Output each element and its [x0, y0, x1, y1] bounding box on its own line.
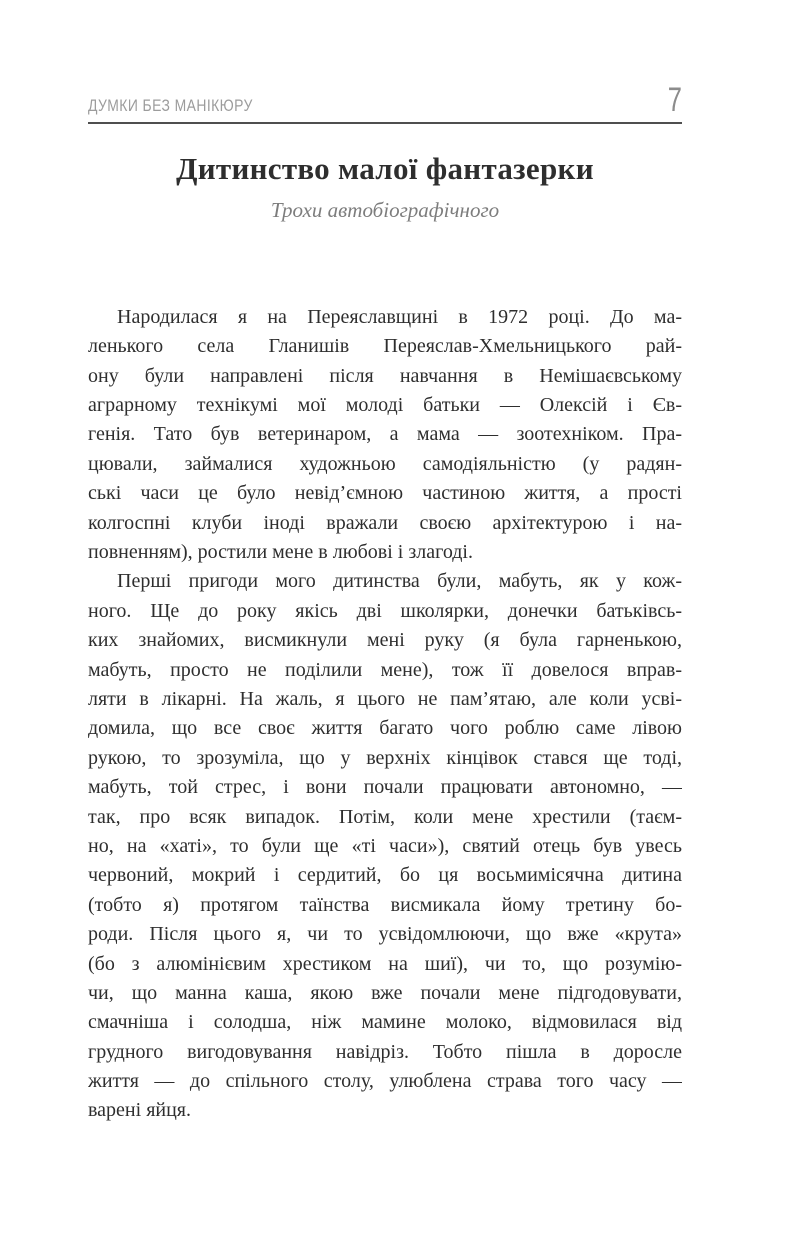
- text-line: мабуть, той стрес, і вони почали працювати автономно, —: [88, 776, 682, 799]
- text-line: так, про всяк випадок. Потім, коли мене хрестили (таєм-: [88, 805, 682, 828]
- text-line: ленького села Гланишів Переяслав-Хмельницького рай-: [88, 335, 682, 358]
- page-number: 7: [667, 81, 682, 119]
- page-header: [88, 81, 682, 119]
- running-title: ДУМКИ БЕЗ МАНІКЮРУ: [88, 95, 253, 115]
- text-line: грудного вигодовування навідріз. Тобто пішла в доросле: [88, 1040, 682, 1063]
- text-line: життя — до спільного столу, улюблена страва того часу —: [88, 1070, 682, 1093]
- text-line: смачніша і солодша, ніж мамине молоко, відмовилася від: [88, 1011, 682, 1034]
- text-line: генія. Тато був ветеринаром, а мама — зоотехніком. Пра-: [88, 423, 682, 446]
- text-line: Народилася я на Переяславщині в 1972 році. До ма-: [117, 305, 682, 328]
- text-line: повненням), ростили мене в любові і злагоді.: [88, 541, 473, 564]
- text-line: рукою, то зрозуміла, що у верхніх кінцівок стався ще тоді,: [88, 746, 682, 769]
- text-line: (тобто я) протягом таїнства висмикала йому третину бо-: [88, 893, 682, 916]
- text-line: Перші пригоди мого дитинства були, мабуть, як у кож-: [117, 570, 682, 593]
- text-line: роди. Після цього я, чи то усвідомлюючи, що вже «крута»: [88, 923, 682, 946]
- text-line: ону були направлені після навчання в Немішаєвському: [88, 364, 682, 387]
- text-line: червоний, мокрий і сердитий, бо ця восьмимісячна дитина: [88, 864, 682, 887]
- body-text: [88, 303, 682, 1126]
- text-line: чи, що манна каша, якою вже почали мене підгодовувати,: [88, 981, 682, 1004]
- text-line: цювали, займалися художньою самодіяльністю (у радян-: [88, 452, 682, 475]
- header-rule: [88, 122, 682, 124]
- text-line: аграрному технікумі мої молоді батьки — Олексій і Єв-: [88, 394, 682, 417]
- text-line: варені яйця.: [88, 1099, 191, 1122]
- text-line: мабуть, просто не поділили мене), тож її довелося вправ-: [88, 658, 682, 681]
- paragraph: [88, 567, 682, 1125]
- text-line: домила, що все своє життя багато чого роблю саме лівою: [88, 717, 682, 740]
- text-line: ного. Ще до року якісь дві школярки, донечки батьківсь-: [88, 599, 682, 622]
- text-line: но, на «хаті», то були ще «ті часи»), святий отець був увесь: [88, 834, 682, 857]
- text-line: колгоспні клуби іноді вражали своєю архітектурою і на-: [88, 511, 682, 534]
- chapter-subtitle: Трохи автобіографічного: [270, 197, 500, 222]
- paragraph: [88, 303, 682, 568]
- text-line: (бо з алюмінієвим хрестиком на шиї), чи то, що розумію-: [88, 952, 682, 975]
- text-line: ких знайомих, висмикнули мені руку (я була гарненькою,: [88, 629, 682, 652]
- chapter-title: Дитинство малої фантазерки: [176, 150, 594, 186]
- text-line: ляти в лікарні. На жаль, я цього не пам’ятаю, але коли усві-: [88, 687, 682, 710]
- text-line: ські часи це було невід’ємною частиною життя, а прості: [88, 482, 682, 505]
